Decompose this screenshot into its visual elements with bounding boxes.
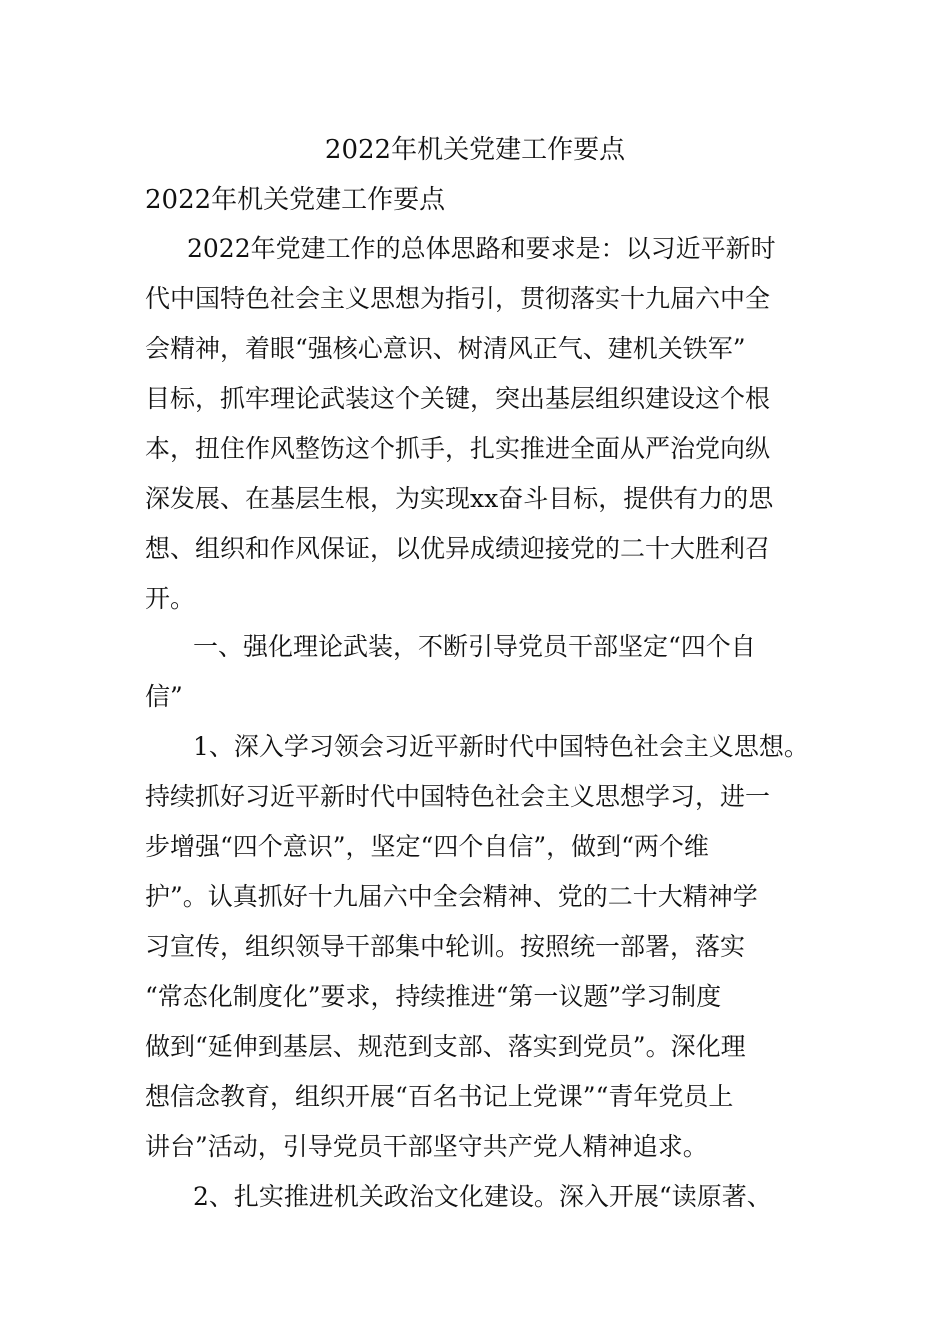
section-1-heading [145,622,825,722]
paragraph-line: 代中国特色社会主义思想为指引，贯彻落实十九届六中全 [145,284,771,313]
paragraph-line: 开。 [145,584,196,613]
paragraph-line: 本，扭住作风整饬这个抓手，扎实推进全面从严治党向纵 [145,434,771,463]
intro-paragraph [145,224,825,624]
paragraph-line: 讲台”活动，引导党员干部坚守共产党人精神追求。 [145,1132,708,1161]
document-title: 2022年机关党建工作要点 [324,135,626,165]
heading-line: 一、强化理论武装，不断引导党员干部坚定“四个自 [193,632,756,661]
paragraph-line: 1、深入学习领会习近平新时代中国特色社会主义思想。 [193,732,809,761]
paragraph-line: 深发展、在基层生根，为实现xx奋斗目标，提供有力的思 [145,484,774,513]
paragraph-line: 步增强“四个意识”，坚定“四个自信”，做到“两个维 [145,832,709,861]
item-2-paragraph [145,1172,825,1222]
paragraph-line: 想信念教育，组织开展“百名书记上党课”“青年党员上 [145,1082,734,1111]
paragraph-line: 做到“延伸到基层、规范到支部、落实到党员”。深化理 [145,1032,746,1061]
paragraph-line: 2、扎实推进机关政治文化建设。深入开展“读原著、 [193,1182,772,1211]
heading-line: 信” [145,682,183,711]
paragraph-line: 2022年党建工作的总体思路和要求是：以习近平新时 [187,234,776,263]
paragraph-line: 想、组织和作风保证，以优异成绩迎接党的二十大胜利召 [145,534,771,563]
document-subtitle: 2022年机关党建工作要点 [145,185,446,215]
item-1-paragraph [145,722,825,1172]
paragraph-line: 目标，抓牢理论武装这个关键，突出基层组织建设这个根 [145,384,771,413]
paragraph-line: “常态化制度化”要求，持续推进“第一议题”学习制度 [145,982,722,1011]
paragraph-line: 持续抓好习近平新时代中国特色社会主义思想学习，进一 [145,782,771,811]
paragraph-line: 习宣传，组织领导干部集中轮训。按照统一部署，落实 [145,932,746,961]
paragraph-line: 护”。认真抓好十九届六中全会精神、党的二十大精神学 [145,882,758,911]
paragraph-line: 会精神，着眼“强核心意识、树清风正气、建机关铁军” [145,334,746,363]
